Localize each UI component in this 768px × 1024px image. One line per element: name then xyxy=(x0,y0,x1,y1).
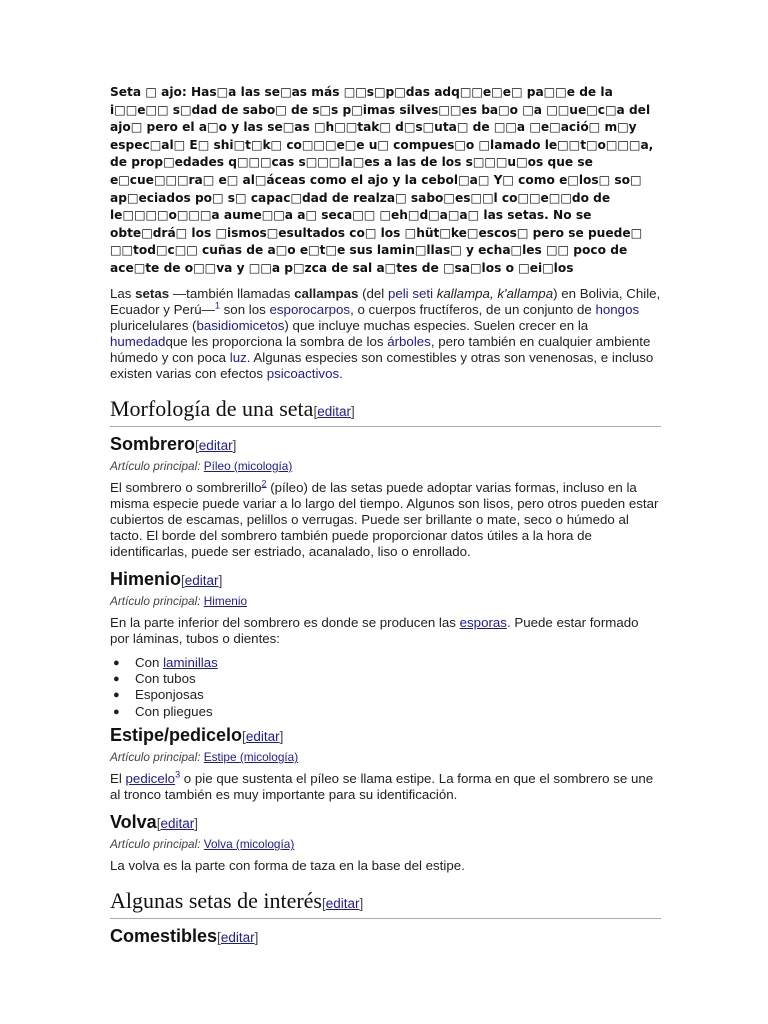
humedad-link[interactable]: humedad xyxy=(110,333,166,349)
pedicelo-link[interactable]: pedicelo xyxy=(125,771,176,787)
peli-seti-link[interactable]: peli seti xyxy=(387,285,434,301)
volva-heading: Volva[editar] xyxy=(110,812,198,833)
list-item: ● Con pliegues xyxy=(113,703,213,719)
setas-term: setas xyxy=(135,285,170,301)
section-edit: [editar] xyxy=(195,437,237,453)
article-content xyxy=(110,84,661,951)
himenio-types-list xyxy=(110,655,661,721)
reference-1-link[interactable]: 1 xyxy=(214,300,220,311)
garbled-intro-paragraph: Seta □ ajo: Has□a las se□as más □□s□p□das adq□□e□e□ pa□□e de la i□□e□□ s□dad de sabo□ de s□s p□imas silves□□es ba□o □a □□ue□c□a del ajo□ pero el a□o y las se□as □h□□tak□ d□s□uta□ de □□a □e□ació□ m□y espec□al□ E□ shi□t□k□ co□□□e□e u□ compues□o □lamado le□□t□o□□□a, de prop□edades q□□□cas s□□□la□es a las de los s□□□u□os que se e□cue□□□ra□ e□ al□áceas como el ajo y la cebol□a□ Y□ como e□los□ so□ ap□eciados po□ s□ capac□dad de realza□ sabo□es□□l co□□e□□do de le□□□□o□□□a aume□□a a□ seca□□ □eh□d□a□a□ las setas. No se obte□drá□ los □ismos□esultados co□ los □hüt□ke□escos□ pero se puede□ □□tod□c□□ cuñas de a□o e□t□e sus lamin□llas□ y echa□les □□ poco de ace□te de o□□va y □□a p□zca de sal a□tes de □sa□los o □ei□los xyxy=(110,85,654,275)
main-article-note: Artículo principal: Volva (micología) xyxy=(110,837,295,852)
edit-link-comestibles[interactable]: editar xyxy=(220,930,255,946)
bullet-icon: ● xyxy=(113,672,120,685)
luz-link[interactable]: luz xyxy=(229,349,247,365)
esporas-link[interactable]: esporas xyxy=(459,614,507,630)
intro-paragraph: Las setas —también llamadas callampas (del peli seti kallampa, k'allampa) en Bolivia, Chile, Ecuador y Perú—$^1$ son los esporocarpos, o cuerpos fructíferos, de un conjunto de hongos pluricelulares (basidiomicetos) que incluye muchas especies. Suelen crecer en la humedadque les proporciona la sombra de los árboles, pero también en cualquier ambiente húmedo y con poca luz. Algunas especies son comestibles y otras son venenosas, e incluso existen varias con efectos psicoactivos. xyxy=(110,285,661,381)
edit-link-volva[interactable]: editar xyxy=(160,816,195,832)
laminillas-link[interactable]: laminillas xyxy=(163,654,218,670)
section-edit: [editar] xyxy=(217,930,259,946)
hongos-link[interactable]: hongos xyxy=(595,301,640,317)
section-edit: [editar] xyxy=(156,816,198,832)
edit-link-interes[interactable]: editar xyxy=(325,896,360,912)
bullet-icon: ● xyxy=(113,689,120,702)
edit-link-morfologia[interactable]: editar xyxy=(317,403,351,419)
section-edit: [editar] xyxy=(322,896,364,912)
bullet-icon: ● xyxy=(113,705,120,718)
edit-link-estipe[interactable]: editar xyxy=(245,729,280,745)
estipe-paragraph: El pedicelo$^3$ o pie que sustenta el píleo se llama estipe. La forma en que el sombrero se une al tronco también es muy importante para su identificación. xyxy=(110,769,654,803)
section-edit: [editar] xyxy=(242,729,284,745)
basidiomicetos-link[interactable]: basidiomicetos xyxy=(196,317,285,333)
bullet-icon: ● xyxy=(113,656,120,669)
himenio-main-article-link[interactable]: Himenio xyxy=(203,593,248,608)
arboles-link[interactable]: árboles xyxy=(387,333,431,349)
himenio-heading: Himenio[editar] xyxy=(110,568,223,589)
list-item: ● Esponjosas xyxy=(113,687,204,703)
main-article-note: Artículo principal: Píleo (micología) xyxy=(110,458,293,473)
reference-2-link[interactable]: 2 xyxy=(261,478,267,489)
kallampa-term: kallampa, k'allampa xyxy=(436,285,554,301)
list-item: ● Con tubos xyxy=(113,670,196,686)
sombrero-heading: Sombrero[editar] xyxy=(110,433,237,454)
edit-link-sombrero[interactable]: editar xyxy=(198,437,233,453)
estipe-heading: Estipe/pedicelo[editar] xyxy=(110,725,284,746)
sombrero-paragraph: El sombrero o sombrerillo$^2$ (píleo) de las setas puede adoptar varias formas, incluso en la misma especie puede variar a lo largo del tiempo. Algunos son lisos, pero otros pueden estar cubiertos de escamas, pelillos o verrugas. Puede ser brillante o mate, seco o húmedo al tacto. El borde del sombrero también puede proporcionar datos útiles a la hora de identificarlas, puede ser estriado, acanalado, liso o enrollado. xyxy=(110,478,659,559)
main-article-note: Artículo principal: Himenio xyxy=(110,593,248,608)
callampas-term: callampas xyxy=(294,285,359,301)
estipe-main-article-link[interactable]: Estipe (micología) xyxy=(203,750,299,765)
morfologia-heading: Morfología de una seta[editar] xyxy=(110,396,661,427)
section-edit: [editar] xyxy=(181,572,223,588)
pileo-main-article-link[interactable]: Píleo (micología) xyxy=(203,458,293,473)
comestibles-heading: Comestibles[editar] xyxy=(110,926,259,947)
list-item: ● Con laminillas xyxy=(113,654,218,670)
main-article-note: Artículo principal: Estipe (micología) xyxy=(110,750,299,765)
volva-main-article-link[interactable]: Volva (micología) xyxy=(203,837,295,852)
reference-3-link[interactable]: 3 xyxy=(175,769,181,780)
interes-heading: Algunas setas de interés[editar] xyxy=(110,888,661,919)
edit-link-himenio[interactable]: editar xyxy=(184,572,219,588)
psicoactivos-link[interactable]: psicoactivos xyxy=(266,365,340,381)
himenio-paragraph: En la parte inferior del sombrero es donde se producen las esporas. Puede estar formado por láminas, tubos o dientes: xyxy=(110,614,639,646)
esporocarpos-link[interactable]: esporocarpos xyxy=(269,301,351,317)
volva-paragraph: La volva es la parte con forma de taza en la base del estipe. xyxy=(110,858,465,874)
section-edit: [editar] xyxy=(313,403,355,419)
